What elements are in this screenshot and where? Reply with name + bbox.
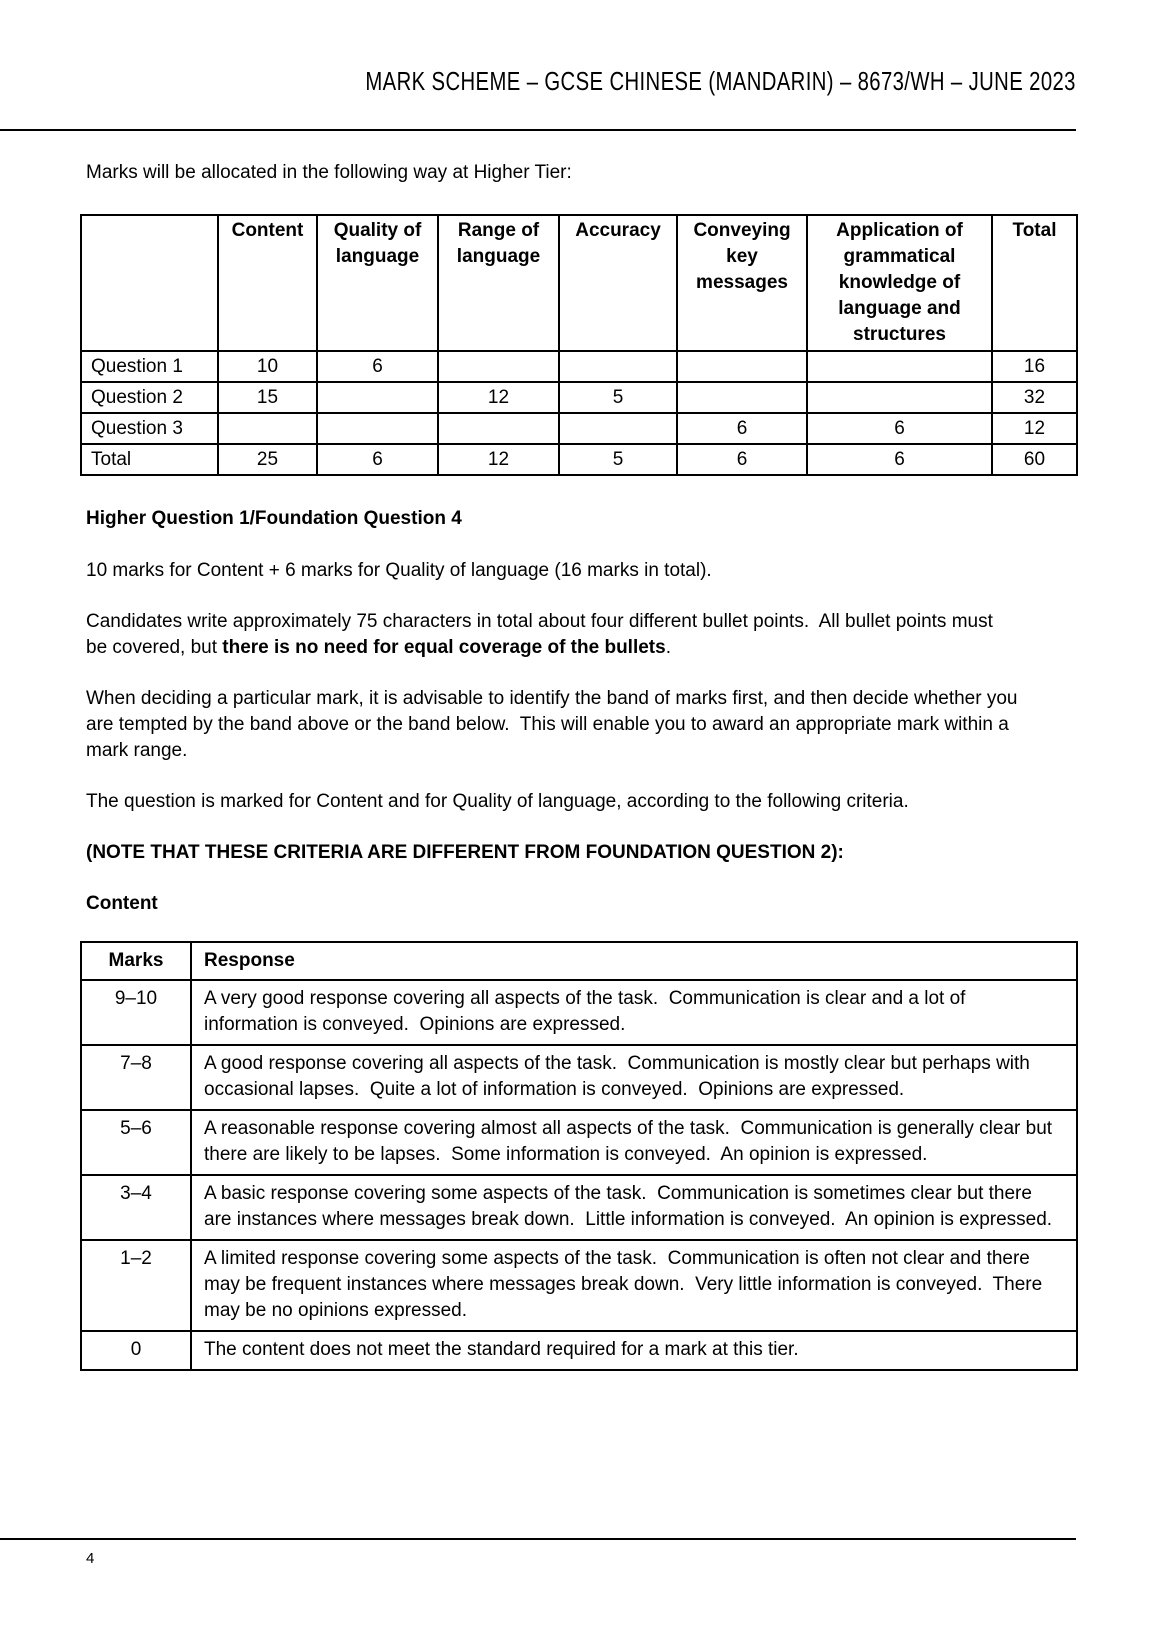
response-cell: A reasonable response covering almost all aspects of the task. Communication is generally clear but there are likely to be lapses. Some information is conveyed. An opinion is expressed. bbox=[191, 1110, 1077, 1175]
footer-rule bbox=[0, 1538, 1076, 1540]
paragraph-marks-summary: 10 marks for Content + 6 marks for Quality of language (16 marks in total). bbox=[86, 560, 712, 581]
cell bbox=[677, 382, 807, 413]
allocation-col-accuracy: Accuracy bbox=[559, 215, 677, 351]
table-row-question-3 bbox=[81, 413, 1077, 444]
cell: 6 bbox=[807, 413, 992, 444]
allocation-col-content: Content bbox=[218, 215, 317, 351]
cell bbox=[807, 382, 992, 413]
section-heading: Higher Question 1/Foundation Question 4 bbox=[86, 508, 462, 529]
paragraph-candidates bbox=[86, 609, 1018, 661]
document-header-title: MARK SCHEME – GCSE CHINESE (MANDARIN) – 8673/WH – JUNE 2023 bbox=[365, 66, 1076, 96]
paragraph-deciding-mark: When deciding a particular mark, it is advisable to identify the band of marks first, and then decide whether you are tempted by the band above or the band below. This will enable you to award an appropriate mark within a mark range. bbox=[86, 688, 1023, 761]
marks-cell: 5–6 bbox=[81, 1110, 191, 1175]
cell: 12 bbox=[438, 382, 559, 413]
note-criteria-different: (NOTE THAT THESE CRITERIA ARE DIFFERENT FROM FOUNDATION QUESTION 2): bbox=[86, 842, 844, 863]
cell: 10 bbox=[218, 351, 317, 382]
cell: 5 bbox=[559, 444, 677, 475]
intro-paragraph: Marks will be allocated in the following way at Higher Tier: bbox=[86, 162, 572, 183]
cell bbox=[559, 351, 677, 382]
cell: 12 bbox=[438, 444, 559, 475]
allocation-col-quality: Quality of language bbox=[317, 215, 438, 351]
response-cell: The content does not meet the standard required for a mark at this tier. bbox=[191, 1331, 1077, 1370]
cell: 15 bbox=[218, 382, 317, 413]
cell: 25 bbox=[218, 444, 317, 475]
paragraph-marked-for: The question is marked for Content and for Quality of language, according to the following criteria. bbox=[86, 791, 909, 812]
row-label: Question 2 bbox=[81, 382, 218, 413]
cell: 6 bbox=[317, 351, 438, 382]
marks-cell: 1–2 bbox=[81, 1240, 191, 1331]
table-row-question-2 bbox=[81, 382, 1077, 413]
cell: 6 bbox=[317, 444, 438, 475]
table-row-band-9-10 bbox=[81, 980, 1077, 1045]
criteria-col-marks: Marks bbox=[81, 942, 191, 980]
cell bbox=[677, 351, 807, 382]
allocation-col-application: Application of grammatical knowledge of language and structures bbox=[807, 215, 992, 351]
table-row-band-1-2 bbox=[81, 1240, 1077, 1331]
row-label: Question 1 bbox=[81, 351, 218, 382]
table-row-total bbox=[81, 444, 1077, 475]
cell: 16 bbox=[992, 351, 1077, 382]
cell: 5 bbox=[559, 382, 677, 413]
paragraph-text: Candidates write approximately 75 characters in total about four different bullet points. All bullet points must be covered, but bbox=[86, 611, 999, 658]
cell: 6 bbox=[677, 444, 807, 475]
cell bbox=[317, 413, 438, 444]
mark-allocation-table bbox=[80, 214, 1078, 476]
allocation-col-range: Range of language bbox=[438, 215, 559, 351]
paragraph-bold-text: there is no need for equal coverage of the bullets bbox=[222, 637, 666, 658]
content-criteria-table bbox=[80, 941, 1078, 1371]
row-label: Total bbox=[81, 444, 218, 475]
cell: 32 bbox=[992, 382, 1077, 413]
cell: 60 bbox=[992, 444, 1077, 475]
response-cell: A limited response covering some aspects of the task. Communication is often not clear and there may be frequent instances where messages break down. Very little information is conveyed. There may be no opinions expressed. bbox=[191, 1240, 1077, 1331]
response-cell: A basic response covering some aspects of the task. Communication is sometimes clear but there are instances where messages break down. Little information is conveyed. An opinion is expressed. bbox=[191, 1175, 1077, 1240]
page-number: 4 bbox=[86, 1550, 95, 1567]
marks-cell: 0 bbox=[81, 1331, 191, 1370]
table-row-band-3-4 bbox=[81, 1175, 1077, 1240]
cell bbox=[317, 382, 438, 413]
cell: 12 bbox=[992, 413, 1077, 444]
allocation-col-total: Total bbox=[992, 215, 1077, 351]
table-row-band-5-6 bbox=[81, 1110, 1077, 1175]
criteria-col-response: Response bbox=[191, 942, 1077, 980]
cell bbox=[438, 351, 559, 382]
cell: 6 bbox=[807, 444, 992, 475]
cell bbox=[438, 413, 559, 444]
criteria-header-row bbox=[81, 942, 1077, 980]
cell bbox=[218, 413, 317, 444]
row-label: Question 3 bbox=[81, 413, 218, 444]
marks-cell: 9–10 bbox=[81, 980, 191, 1045]
page-content bbox=[86, 160, 1058, 1371]
table-row-band-0 bbox=[81, 1331, 1077, 1370]
allocation-header-row bbox=[81, 215, 1077, 351]
marks-cell: 3–4 bbox=[81, 1175, 191, 1240]
paragraph-text: . bbox=[665, 637, 671, 658]
cell: 6 bbox=[677, 413, 807, 444]
header-rule bbox=[0, 129, 1076, 131]
response-cell: A good response covering all aspects of the task. Communication is mostly clear but perhaps with occasional lapses. Quite a lot of information is conveyed. Opinions are expressed. bbox=[191, 1045, 1077, 1110]
response-cell: A very good response covering all aspects of the task. Communication is clear and a lot of information is conveyed. Opinions are expressed. bbox=[191, 980, 1077, 1045]
allocation-col-empty bbox=[81, 215, 218, 351]
table-row-band-7-8 bbox=[81, 1045, 1077, 1110]
allocation-col-conveying: Conveying key messages bbox=[677, 215, 807, 351]
table-row-question-1 bbox=[81, 351, 1077, 382]
cell bbox=[559, 413, 677, 444]
cell bbox=[807, 351, 992, 382]
content-heading: Content bbox=[86, 893, 158, 914]
marks-cell: 7–8 bbox=[81, 1045, 191, 1110]
